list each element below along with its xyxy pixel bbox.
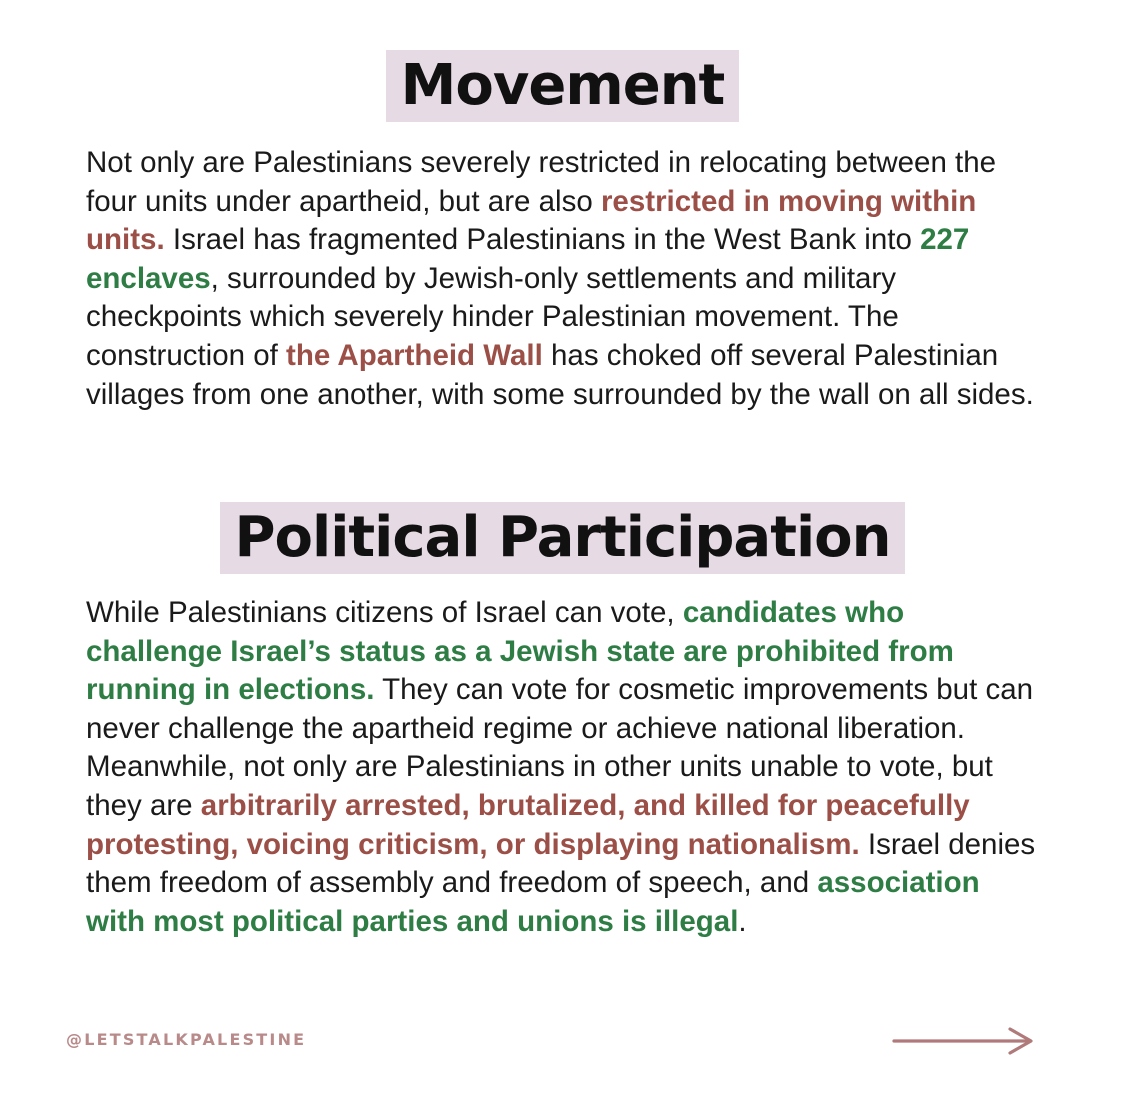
political-text-1: While Palestinians citizens of Israel can vote, bbox=[86, 596, 683, 629]
political-highlight-candidates: candidates who challenge Israel’s status as a Jewish state are prohibited from running in elections. bbox=[86, 596, 954, 707]
political-highlight-arrested: arbitrarily arrested, brutalized, and killed for peacefully protesting, voicing criticism, or displaying nationalism. bbox=[86, 788, 970, 861]
political-highlight-association: association with most political parties and unions is illegal bbox=[86, 866, 980, 938]
movement-highlight-wall: the Apartheid Wall bbox=[286, 338, 543, 372]
movement-text-1: Not only are Palestinians severely restricted in relocating between the four units under apartheid, but are also bbox=[86, 146, 997, 218]
movement-text-4: has choked off several Palestinian villages from one another, with some surrounded by the wall on all sides. bbox=[86, 338, 1034, 411]
account-handle[interactable]: @LETSTALKPALESTINE bbox=[66, 1030, 307, 1049]
political-paragraph bbox=[86, 594, 1046, 941]
movement-text-2: Israel has fragmented Palestinians in the West Bank into bbox=[164, 223, 921, 257]
movement-paragraph bbox=[86, 144, 1046, 414]
movement-heading-wrap bbox=[0, 50, 1125, 122]
political-heading-wrap bbox=[0, 502, 1125, 574]
movement-highlight-restricted: restricted in moving within units. bbox=[86, 184, 977, 257]
political-heading: Political Participation bbox=[220, 502, 904, 574]
right-arrow-icon[interactable] bbox=[892, 1024, 1037, 1058]
political-text-3: Israel denies them freedom of assembly and freedom of speech, and bbox=[86, 827, 1036, 900]
movement-text-3: , surrounded by Jewish-only settlements and military checkpoints which severely hinder Palestinian movement. The construction of bbox=[86, 261, 899, 372]
political-text-2: They can vote for cosmetic improvements but can never challenge the apartheid regime or achieve national liberation. Meanwhile, not only are Palestinians in other units unable to vote, but they are bbox=[86, 673, 1034, 822]
movement-heading: Movement bbox=[386, 50, 740, 122]
movement-highlight-enclaves: 227 enclaves bbox=[86, 223, 970, 295]
political-text-4: . bbox=[738, 904, 747, 938]
